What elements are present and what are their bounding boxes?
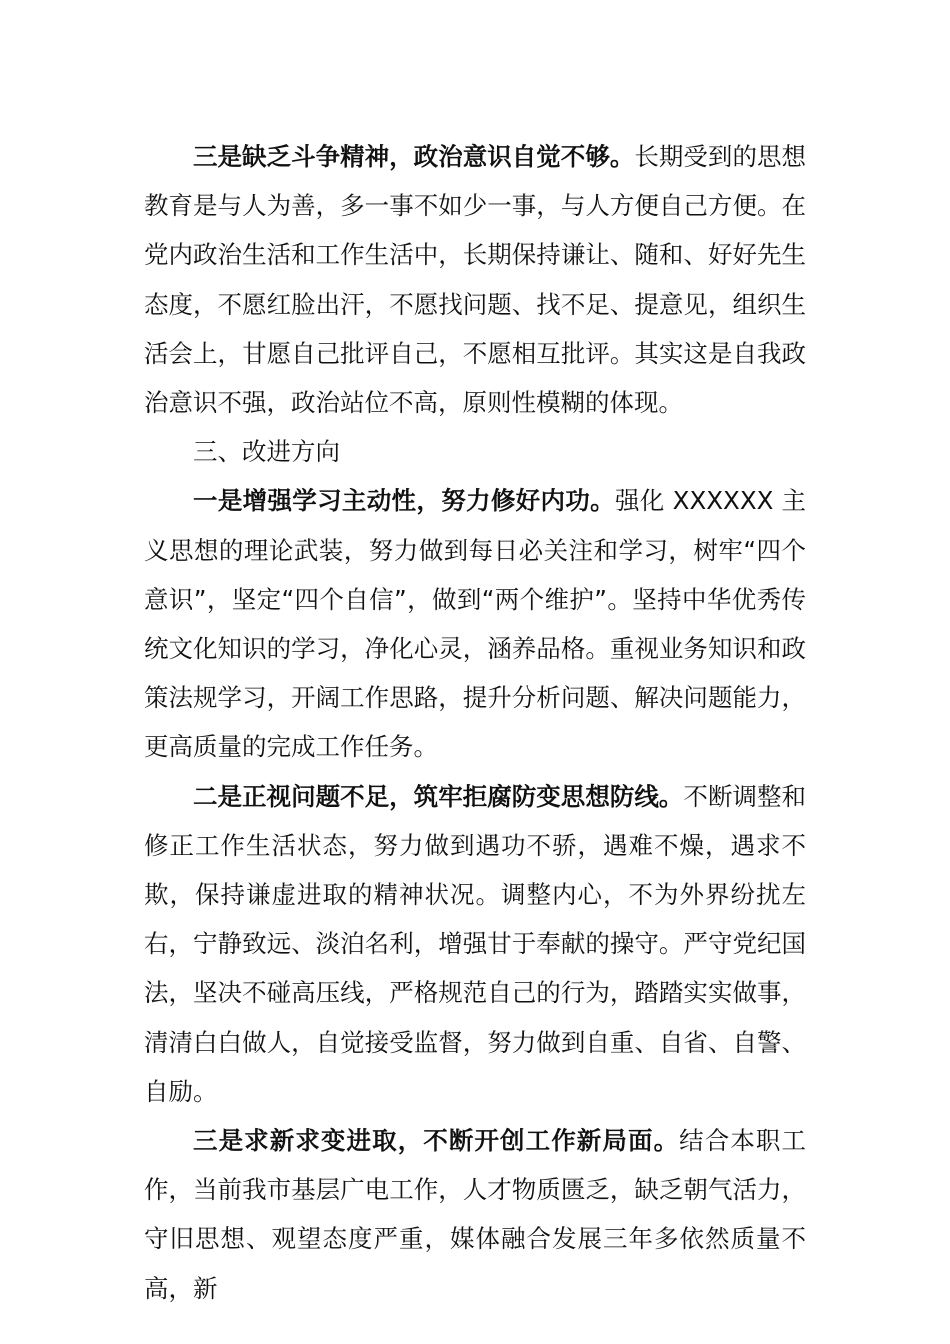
paragraph-face-problems [144,772,806,1116]
paragraph-lead: 三是缺乏斗争精神，政治意识自觉不够。 [193,142,635,171]
paragraph-study [144,476,806,771]
document-page [144,132,806,1313]
paragraph-body: 强化 XXXXXX 主义思想的理论武装，努力做到每日必关注和学习，树牢“四个意识”，坚定“四个自信”，做到“两个维护”。坚持中华优秀传统文化知识的学习，净化心灵，涵养品格。重视业务知识和政策法规学习，开阔工作思路，提升分析问题、解决问题能力，更高质量的完成工作任务。 [144,486,806,762]
paragraph-lead: 一是增强学习主动性，努力修好内功。 [193,486,615,516]
paragraph-lead: 三是求新求变进取，不断开创工作新局面。 [193,1126,680,1156]
paragraph-lack-of-struggle [144,132,806,427]
section-heading-improvement [144,427,806,476]
paragraph-body: 结合本职工作，当前我市基层广电工作，人才物质匮乏，缺乏朝气活力，守旧思想、观望态度严重，媒体融合发展三年多依然质量不高，新 [144,1126,807,1303]
paragraph-body: 长期受到的思想教育是与人为善，多一事不如少一事，与人方便自己方便。在党内政治生活和工作生活中，长期保持谦让、随和、好好先生态度，不愿红脸出汗，不愿找问题、找不足、提意见，组织生活会上，甘愿自己批评自己，不愿相互批评。其实这是自我政治意识不强，政治站位不高，原则性模糊的体现。 [144,142,806,418]
paragraph-lead: 二是正视问题不足，筑牢拒腐防变思想防线。 [193,781,684,811]
paragraph-body: 不断调整和修正工作生活状态，努力做到遇功不骄，遇难不燥，遇求不欺，保持谦虚进取的精神状况。调整内心，不为外界纷扰左右，宁静致远、淡泊名利，增强甘于奉献的操守。严守党纪国法，坚决不碰高压线，严格规范自己的行为，踏踏实实做事，清清白白做人，自觉接受监督，努力做到自重、自省、自警、自励。 [144,781,807,1106]
section-heading-text: 三、改进方向 [193,437,340,467]
paragraph-innovation [144,1116,806,1313]
